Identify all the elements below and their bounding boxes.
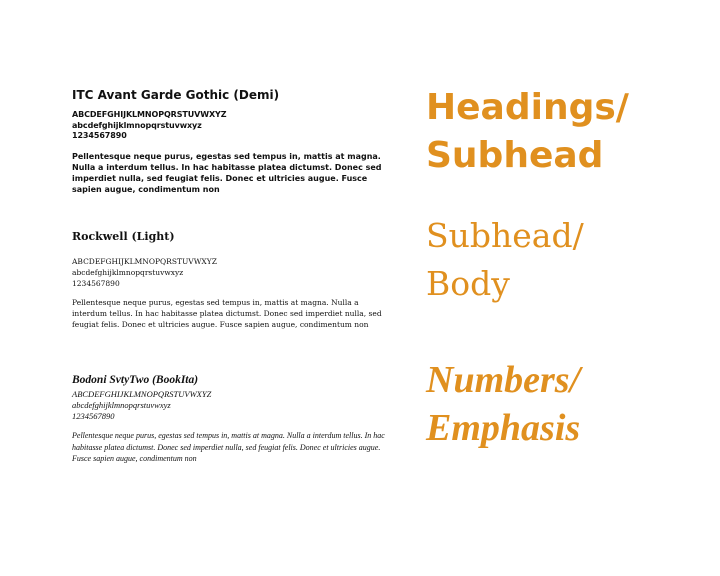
uppercase-alphabet: ABCDEFGHIJKLMNOPQRSTUVWXYZ [72, 110, 227, 119]
font-name: Bodoni SvtyTwo (BookIta) [72, 374, 199, 386]
specimen-bodoni [72, 373, 402, 465]
role-label-line: Body [426, 264, 510, 303]
digits: 1234567890 [72, 279, 120, 288]
lowercase-alphabet: abcdefghijklmnopqrstuvwxyz [72, 120, 202, 130]
sample-paragraph: Pellentesque neque purus, egestas sed tempus in, mattis at magna. Nulla a interdum tellus. In hac habitasse platea dictumst. Donec sed imperdiet nulla, sed feugiat felis. Donec et ultricies augue. Fusce sapien augue, condimentum non [72, 431, 385, 463]
font-name: Rockwell (Light) [72, 230, 175, 243]
digits: 1234567890 [72, 131, 127, 140]
uppercase-alphabet: ABCDEFGHIJKLMNOPQRSTUVWXYZ [72, 257, 217, 266]
role-label-line: Subhead [426, 135, 604, 176]
specimen-avant-garde [72, 88, 402, 195]
digits: 1234567890 [72, 411, 115, 421]
lowercase-alphabet: abcdefghijklmnopqrstuvwxyz [72, 268, 184, 277]
role-label-line: Numbers/ [426, 359, 581, 401]
specimen-rockwell [72, 230, 402, 330]
sample-paragraph: Pellentesque neque purus, egestas sed tempus in, mattis at magna. Nulla a interdum tellus. In hac habitasse platea dictumst. Donec sed imperdiet nulla, sed feugiat felis. Donec et ultricies augue. Fusce sapien augue, condimentum non [72, 151, 382, 194]
character-set [72, 389, 402, 422]
lowercase-alphabet: abcdefghijklmnopqrstuvwxyz [72, 400, 171, 410]
uppercase-alphabet: ABCDEFGHIJKLMNOPQRSTUVWXYZ [72, 389, 212, 399]
character-set [72, 256, 402, 289]
role-label-subhead [426, 212, 584, 308]
role-label-line: Headings/ [426, 87, 629, 128]
character-set [72, 110, 402, 142]
role-label-line: Emphasis [426, 407, 581, 449]
font-name: ITC Avant Garde Gothic (Demi) [72, 88, 280, 102]
sample-paragraph: Pellentesque neque purus, egestas sed tempus in, mattis at magna. Nulla a interdum tellus. In hac habitasse platea dictumst. Donec sed imperdiet nulla, sed feugiat felis. Donec et ultricies augue. Fusce sapien augue, condimentum non [72, 298, 382, 329]
role-label-line: Subhead/ [426, 216, 584, 255]
role-label-numbers [426, 356, 580, 452]
role-label-headings [426, 84, 629, 180]
